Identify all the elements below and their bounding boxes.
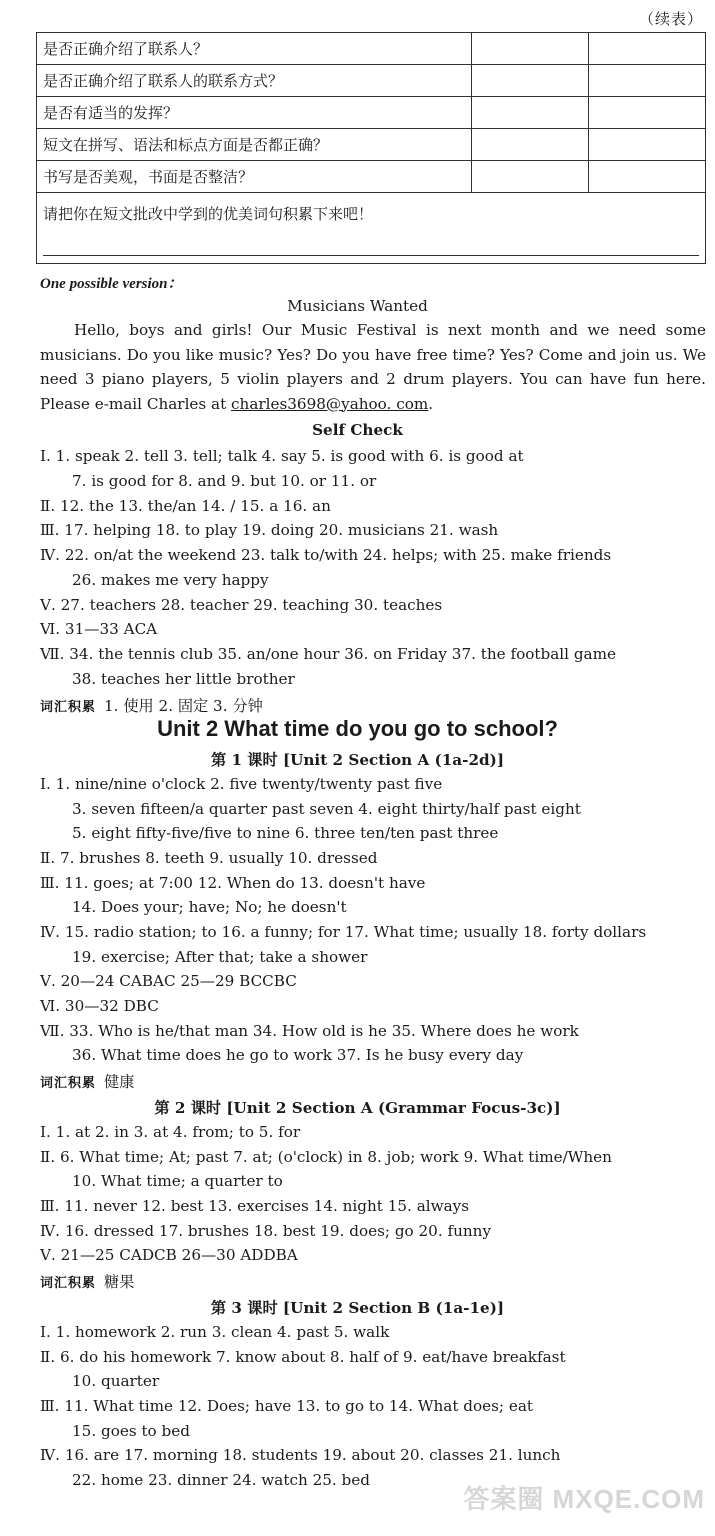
vocab-line [40,1271,134,1292]
answer-line: 26. makes me very happy [72,571,269,589]
table-cell [589,65,706,97]
continued-label: （续表） [638,10,703,28]
vocab-text: 健康 [104,1073,135,1091]
table-cell [472,97,589,129]
table-cell: 书写是否美观，书面是否整洁？ [37,161,472,193]
table-row [37,161,706,193]
writing-line [43,255,699,256]
answer-line: Ⅴ. 27. teachers 28. teacher 29. teaching 30. teaches [40,596,443,614]
answer-line: 10. What time; a quarter to [72,1172,283,1190]
sample-title: Musicians Wanted [287,297,428,315]
watermark: 答案圈 MXQE.COM [463,1484,705,1514]
vocab-text: 1. 使用 2. 固定 3. 分钟 [104,697,263,715]
unit-title: Unit 2 What time do you go to school? [157,716,558,741]
answer-line: 15. goes to bed [72,1422,190,1440]
table-cell [589,129,706,161]
answer-line: Ⅰ. 1. at 2. in 3. at 4. from; to 5. for [40,1123,301,1141]
answer-line: 3. seven fifteen/a quarter past seven 4. eight thirty/half past eight [72,800,581,818]
vocab-label: 词汇积累 [40,700,97,715]
table-cell: 是否正确介绍了联系人？ [37,33,472,65]
table-cell [589,97,706,129]
sample-label: One possible version： [40,276,183,292]
table-row [37,33,706,65]
answer-line: Ⅲ. 11. What time 12. Does; have 13. to go to 14. What does; eat [40,1397,534,1415]
answer-line: Ⅶ. 34. the tennis club 35. an/one hour 36. on Friday 37. the football game [40,645,616,663]
table-row [37,193,706,264]
vocab-text: 糖果 [104,1273,135,1291]
table-cell [472,33,589,65]
answer-line: 19. exercise; After that; take a shower [72,948,368,966]
vocab-label: 词汇积累 [40,1076,97,1091]
table-cell [472,65,589,97]
answer-line: Ⅲ. 11. never 12. best 13. exercises 14. night 15. always [40,1197,470,1215]
table-cell [589,33,706,65]
answer-line: 7. is good for 8. and 9. but 10. or 11. or [72,472,377,490]
answer-line: Ⅱ. 6. What time; At; past 7. at; (o'clock) in 8. job; work 9. What time/When [40,1148,612,1166]
answer-line: Ⅱ. 7. brushes 8. teeth 9. usually 10. dressed [40,849,378,867]
answer-line: 38. teaches her little brother [72,670,295,688]
table-cell [472,161,589,193]
lesson-title: 第 2 课时 [Unit 2 Section A (Grammar Focus-3c)] [154,1099,561,1117]
answer-line: Ⅵ. 30—32 DBC [40,997,159,1015]
lesson-title: 第 1 课时 [Unit 2 Section A (1a-2d)] [210,751,505,769]
answer-line: Ⅲ. 17. helping 18. to play 19. doing 20. musicians 21. wash [40,521,499,539]
vocab-line [40,695,263,716]
vocab-label: 词汇积累 [40,1276,97,1291]
answer-line: Ⅲ. 11. goes; at 7:00 12. When do 13. doesn't have [40,874,426,892]
checklist-table [36,32,706,264]
answer-line: Ⅰ. 1. homework 2. run 3. clean 4. past 5. walk [40,1323,390,1341]
answer-line: Ⅶ. 33. Who is he/that man 34. How old is he 35. Where does he work [40,1022,579,1040]
vocab-line [40,1071,134,1092]
table-cell [472,129,589,161]
answer-line: 14. Does your; have; No; he doesn't [72,898,347,916]
table-row [37,129,706,161]
answer-line: 22. home 23. dinner 24. watch 25. bed [72,1471,370,1489]
answer-line: Ⅵ. 31—33 ACA [40,620,158,638]
answer-line: Ⅱ. 12. the 13. the/an 14. / 15. a 16. an [40,497,331,515]
answer-line: Ⅳ. 15. radio station; to 16. a funny; for 17. What time; usually 18. forty dollars [40,923,647,941]
answer-line: 36. What time does he go to work 37. Is he busy every day [72,1046,524,1064]
table-cell [37,193,706,264]
sample-paragraph [40,318,706,416]
answer-line: Ⅳ. 16. dressed 17. brushes 18. best 19. does; go 20. funny [40,1222,492,1240]
table-row [37,65,706,97]
answer-line: Ⅴ. 21—25 CADCB 26—30 ADDBA [40,1246,298,1264]
answer-line: 5. eight fifty-five/five to nine 6. three ten/ten past three [72,824,499,842]
self-check-title: Self Check [312,421,403,439]
table-cell: 是否有适当的发挥？ [37,97,472,129]
answer-line: Ⅴ. 20—24 CABAC 25—29 BCCBC [40,972,297,990]
answer-line: Ⅳ. 16. are 17. morning 18. students 19. about 20. classes 21. lunch [40,1446,561,1464]
answer-line: Ⅰ. 1. nine/nine o'clock 2. five twenty/twenty past five [40,775,443,793]
answer-line: 10. quarter [72,1372,160,1390]
answer-line: Ⅰ. 1. speak 2. tell 3. tell; talk 4. say 5. is good with 6. is good at [40,447,524,465]
lesson-title: 第 3 课时 [Unit 2 Section B (1a-1e)] [210,1299,505,1317]
sample-email: charles3698@yahoo. com [231,394,429,413]
sample-body: Hello, boys and girls! Our Music Festival is next month and we need some musicians. Do you like music? Yes? Do you have free time? Yes? Come and join us. We need 3 piano players, 5 violin players and 2 drum players. You can have fun here. Please e-mail Charles at [40,321,706,413]
table-cell: 是否正确介绍了联系人的联系方式？ [37,65,472,97]
answer-line: Ⅳ. 22. on/at the weekend 23. talk to/with 24. helps; with 25. make friends [40,546,612,564]
table-cell [589,161,706,193]
table-row [37,97,706,129]
answer-line: Ⅱ. 6. do his homework 7. know about 8. half of 9. eat/have breakfast [40,1348,566,1366]
table-cell: 短文在拼写、语法和标点方面是否都正确？ [37,129,472,161]
sample-end: . [428,394,434,413]
notes-prompt: 请把你在短文批改中学到的优美词句积累下来吧！ [43,205,374,223]
